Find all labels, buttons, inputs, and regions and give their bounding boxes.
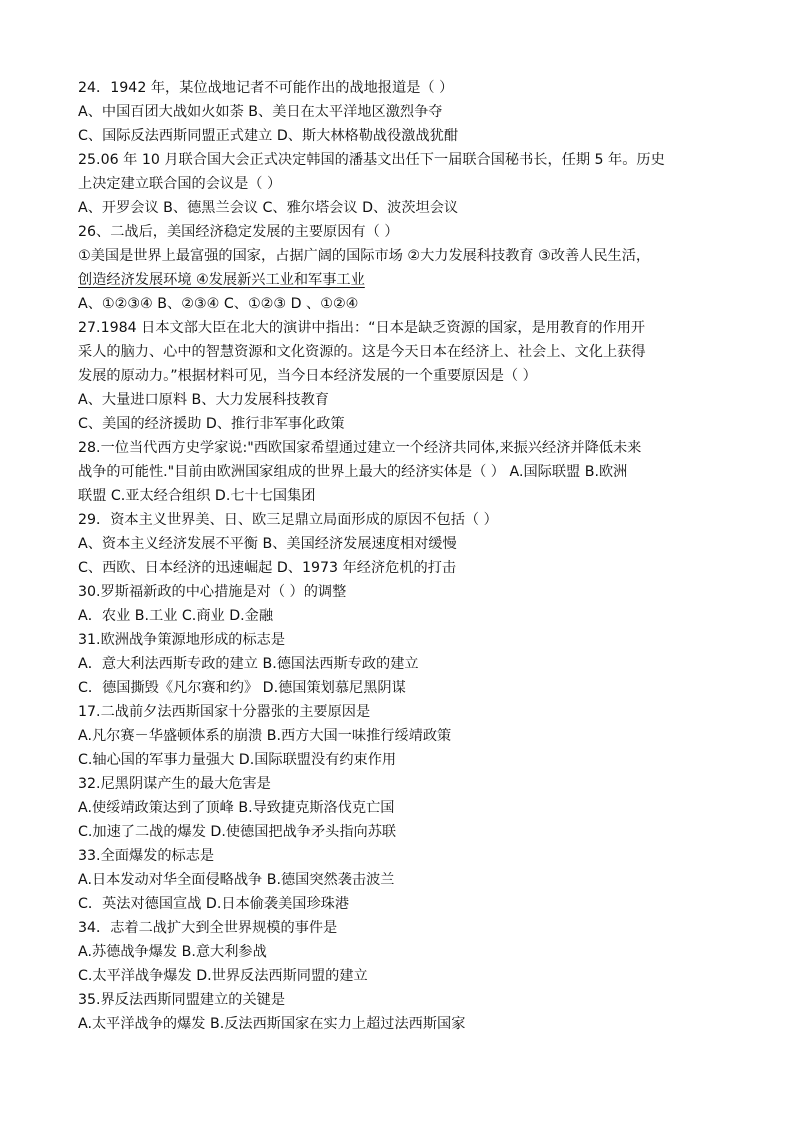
q30-options: A．农业 B.工业 C.商业 D.金融 <box>78 608 274 624</box>
q28-stem-1: 28.一位当代西方史学家说:"西欧国家希望通过建立一个经济共同体,来振兴经济并降低未来 <box>78 440 642 456</box>
q27-options-ab: A、大量进口原料 B、大力发展科技教育 <box>78 392 329 408</box>
q29-options-ab: A、资本主义经济发展不平衡 B、美国经济发展速度相对缓慢 <box>78 536 457 552</box>
q34-stem: 34．志着二战扩大到全世界规模的事件是 <box>78 920 338 936</box>
q29-stem: 29．资本主义世界美、日、欧三足鼎立局面形成的原因不包括（ ） <box>78 512 498 528</box>
q33-options-ab: A.日本发动对华全面侵略战争 B.德国突然袭击波兰 <box>78 872 395 888</box>
q25-stem-1: 25.06 年 10 月联合国大会正式决定韩国的潘基文出任下一届联合国秘书长，任期 5 年。历史 <box>78 152 665 168</box>
q27-stem-3: 发展的原动力。”根据材料可见，当今日本经济发展的一个重要原因是（ ） <box>78 368 537 384</box>
q26-options: A、①②③④ B、②③④ C、①②③ D 、①②④ <box>78 296 359 312</box>
q17-options-ab: A.凡尔赛－华盛顿体系的崩溃 B.西方大国一味推行绥靖政策 <box>78 728 452 744</box>
q24-options-cd: C、国际反法西斯同盟正式建立 D、斯大林格勒战役激战犹酣 <box>78 128 459 144</box>
q24-stem: 24．1942 年，某位战地记者不可能作出的战地报道是（ ） <box>78 80 454 96</box>
q34-options-cd: C.太平洋战争爆发 D.世界反法西斯同盟的建立 <box>78 968 368 984</box>
q31-stem: 31.欧洲战争策源地形成的标志是 <box>78 632 286 648</box>
q33-options-cd: C．英法对德国宣战 D.日本偷袭美国珍珠港 <box>78 896 350 912</box>
document-page <box>78 76 728 1036</box>
q28-stem-3: 联盟 C.亚太经合组织 D.七十七国集团 <box>78 488 316 504</box>
q26-stem: 26、二战后，美国经济稳定发展的主要原因有（ ） <box>78 224 399 240</box>
q31-options-ab: A．意大利法西斯专政的建立 B.德国法西斯专政的建立 <box>78 656 419 672</box>
q25-options: A、开罗会议 B、德黑兰会议 C、雅尔塔会议 D、波茨坦会议 <box>78 200 459 216</box>
q33-stem: 33.全面爆发的标志是 <box>78 848 215 864</box>
q29-options-cd: C、西欧、日本经济的迅速崛起 D、1973 年经济危机的打击 <box>78 560 457 576</box>
q26-items-1: ①美国是世界上最富强的国家，占据广阔的国际市场 ②大力发展科技教育 ③改善人民生活， <box>78 248 651 264</box>
q17-options-cd: C.轴心国的军事力量强大 D.国际联盟没有约束作用 <box>78 752 397 768</box>
q35-stem: 35.界反法西斯同盟建立的关键是 <box>78 992 286 1008</box>
q27-options-cd: C、美国的经济援助 D、推行非军事化政策 <box>78 416 345 432</box>
q30-stem: 30.罗斯福新政的中心措施是对（ ）的调整 <box>78 584 347 600</box>
q35-options-ab: A.太平洋战争的爆发 B.反法西斯国家在实力上超过法西斯国家 <box>78 1016 466 1032</box>
q31-options-cd: C．德国撕毁《凡尔赛和约》 D.德国策划慕尼黑阴谋 <box>78 680 406 696</box>
q24-options-ab: A、中国百团大战如火如荼 B、美日在太平洋地区激烈争夺 <box>78 104 443 120</box>
q28-stem-2: 战争的可能性."目前由欧洲国家组成的世界上最大的经济实体是（ ） A.国际联盟 B.欧洲 <box>78 464 628 480</box>
q32-stem: 32.尼黑阴谋产生的最大危害是 <box>78 776 271 792</box>
q27-stem-1: 27.1984 日本文部大臣在北大的演讲中指出：“日本是缺乏资源的国家，是用教育的作用开 <box>78 320 646 336</box>
q27-stem-2: 采人的脑力、心中的智慧资源和文化资源的。这是今天日本在经济上、社会上、文化上获得 <box>78 344 646 360</box>
q26-items-2: 创造经济发展环境 ④发展新兴工业和军事工业 <box>78 272 365 288</box>
q34-options-ab: A.苏德战争爆发 B.意大利参战 <box>78 944 267 960</box>
q17-stem: 17.二战前夕法西斯国家十分嚣张的主要原因是 <box>78 704 371 720</box>
q32-options-ab: A.使绥靖政策达到了顶峰 B.导致捷克斯洛伐克亡国 <box>78 800 395 816</box>
q25-stem-2: 上决定建立联合国的会议是（ ） <box>78 176 282 192</box>
q32-options-cd: C.加速了二战的爆发 D.使德国把战争矛头指向苏联 <box>78 824 397 840</box>
